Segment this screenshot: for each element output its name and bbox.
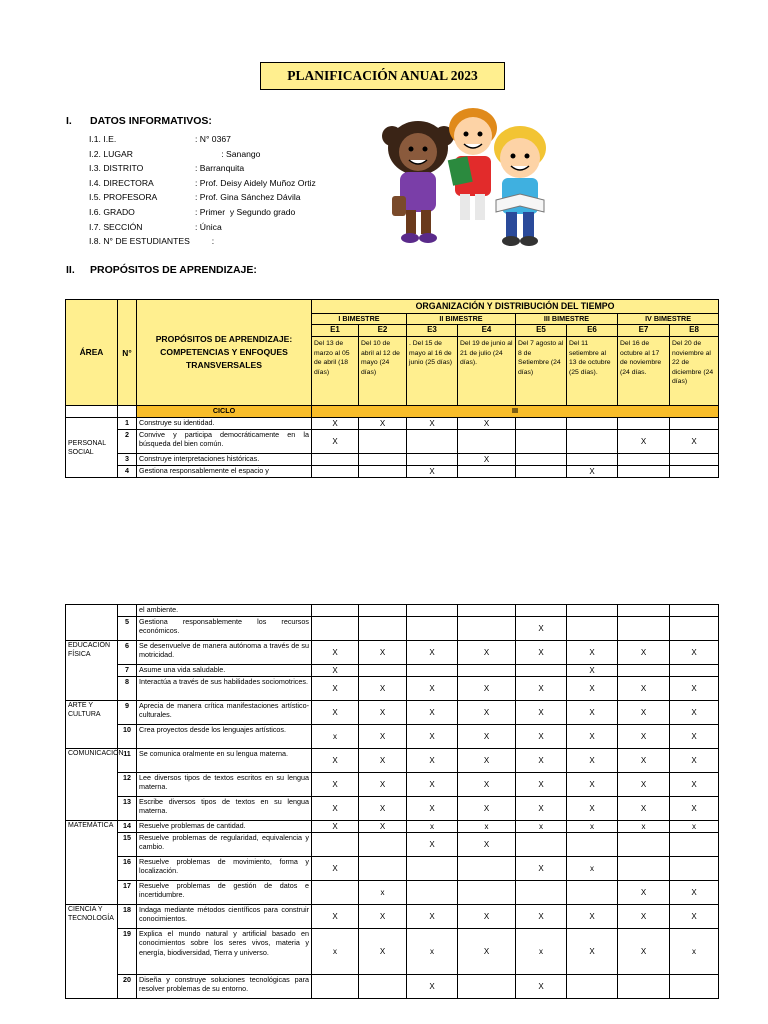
competency-row [66,418,719,430]
competency-row [66,773,719,797]
schedule-mark [618,833,670,857]
schedule-mark: X [670,797,719,821]
competency-text: Se comunica oralmente en su lengua materna. [137,749,312,773]
schedule-mark: X [359,725,407,749]
info-value: : Prof. Deisy Aidely Muñoz Ortiz [195,177,316,188]
competency-number: 11 [118,749,137,773]
schedule-mark: X [516,797,567,821]
schedule-mark [458,975,516,999]
schedule-mark: X [567,725,618,749]
competency-number: 20 [118,975,137,999]
schedule-mark: X [458,418,516,430]
competency-number [118,605,137,617]
page-title: PLANIFICACIÓN ANUAL 2023 [260,62,505,90]
schedule-mark: X [458,749,516,773]
competency-row [66,857,719,881]
competency-text: Explica el mundo natural y artificial basado en conocimientos sobre los seres vivos, materia y energía, biodiversidad, Tierra y universo. [137,929,312,975]
bimester-header: II BIMESTRE [407,314,516,325]
schedule-mark [359,617,407,641]
schedule-mark [618,605,670,617]
schedule-mark: X [618,430,670,454]
schedule-mark [359,605,407,617]
header-row [66,300,719,314]
schedule-mark: X [407,701,458,725]
competency-text: Escribe diversos tipos de textos en su lengua materna. [137,797,312,821]
schedule-mark: X [312,821,359,833]
schedule-mark [618,617,670,641]
schedule-mark [312,605,359,617]
info-label: I.6. GRADO [89,206,135,217]
competency-text: el ambiente. [137,605,312,617]
competency-text: Convive y participa democráticamente en la búsqueda del bien común. [137,430,312,454]
schedule-mark [407,857,458,881]
unit-dates: Del 11 setiembre al 13 de octubre (25 días). [567,337,618,406]
schedule-mark: X [567,466,618,478]
competency-text: Aprecia de manera crítica manifestaciones artístico-culturales. [137,701,312,725]
schedule-mark: X [618,725,670,749]
competency-number: 9 [118,701,137,725]
schedule-mark [359,833,407,857]
info-value: : Única [195,221,222,232]
schedule-mark [407,617,458,641]
schedule-mark: X [618,749,670,773]
schedule-mark: X [359,797,407,821]
area-cell: EDUCACIÓN FÍSICA [66,641,118,701]
schedule-mark [670,857,719,881]
schedule-mark: x [670,821,719,833]
schedule-mark: X [312,418,359,430]
section-number: I. [66,115,72,127]
schedule-mark: x [312,929,359,975]
unit-header: E8 [670,325,719,337]
schedule-mark [312,617,359,641]
area-cell: COMUNICACIÓN [66,749,118,821]
info-label: I.4. DIRECTORA [89,177,154,188]
competency-row [66,905,719,929]
competency-text: Construye interpretaciones históricas. [137,454,312,466]
competency-number: 4 [118,466,137,478]
competency-number: 6 [118,641,137,665]
competency-number: 2 [118,430,137,454]
schedule-mark [516,881,567,905]
schedule-mark [567,430,618,454]
empty-cell [66,406,118,418]
schedule-mark: x [407,929,458,975]
info-label: I.1. I.E. [89,134,117,144]
schedule-mark: X [458,454,516,466]
unit-header: E7 [618,325,670,337]
schedule-mark: X [670,749,719,773]
competency-row [66,881,719,905]
competency-number: 16 [118,857,137,881]
schedule-mark: X [670,725,719,749]
schedule-mark: X [516,857,567,881]
schedule-mark: X [458,833,516,857]
section-title: DATOS INFORMATIVOS: [90,115,212,127]
schedule-mark: X [458,797,516,821]
schedule-mark: X [516,905,567,929]
number-header: N° [118,300,137,406]
schedule-mark: X [618,701,670,725]
schedule-mark [567,418,618,430]
area-cell: PERSONAL SOCIAL [66,418,118,478]
bimester-header: IV BIMESTRE [618,314,719,325]
schedule-mark [312,833,359,857]
competency-number: 17 [118,881,137,905]
schedule-mark [407,881,458,905]
info-label: I.3. DISTRITO [89,163,144,174]
ciclo-value: III [312,406,719,418]
schedule-mark [516,833,567,857]
schedule-mark: X [516,725,567,749]
competency-number: 14 [118,821,137,833]
schedule-mark: X [359,641,407,665]
competency-text: Resuelve problemas de cantidad. [137,821,312,833]
competency-row [66,929,719,975]
schedule-mark: X [407,975,458,999]
schedule-mark: X [359,749,407,773]
schedule-mark: X [312,665,359,677]
schedule-mark [516,454,567,466]
schedule-mark [567,617,618,641]
schedule-mark [516,665,567,677]
schedule-mark [458,665,516,677]
schedule-mark: X [312,797,359,821]
competency-text: Gestiona responsablemente los recursos económicos. [137,617,312,641]
competency-text: Indaga mediante métodos científicos para construir conocimientos. [137,905,312,929]
schedule-mark: X [312,641,359,665]
schedule-mark: X [407,641,458,665]
schedule-mark: X [670,773,719,797]
schedule-mark: X [458,929,516,975]
unit-header: E5 [516,325,567,337]
competency-text: Gestiona responsablemente el espacio y [137,466,312,478]
schedule-mark: X [407,773,458,797]
children-illustration [378,100,558,250]
competency-row [66,725,719,749]
schedule-mark [359,430,407,454]
schedule-mark [458,857,516,881]
schedule-mark: X [516,773,567,797]
competency-text: Se desenvuelve de manera autónoma a través de su motricidad. [137,641,312,665]
schedule-mark: X [359,929,407,975]
competency-text: Crea proyectos desde los lenguajes artísticos. [137,725,312,749]
schedule-mark: X [567,677,618,701]
competency-text: Interactúa a través de sus habilidades sociomotrices. [137,677,312,701]
schedule-mark: x [567,821,618,833]
schedule-mark [618,418,670,430]
schedule-mark: X [670,430,719,454]
schedule-mark: X [618,773,670,797]
schedule-mark [567,454,618,466]
unit-dates: Del 16 de octubre al 17 de noviembre (24 días. [618,337,670,406]
competency-row [66,466,719,478]
purposes-header: PROPÓSITOS DE APRENDIZAJE: COMPETENCIAS Y ENFOQUES TRANSVERSALES [137,300,312,406]
schedule-mark: X [516,749,567,773]
info-label: I.2. LUGAR [89,148,133,159]
schedule-mark [567,975,618,999]
unit-header: E4 [458,325,516,337]
schedule-mark: X [567,797,618,821]
schedule-mark: X [407,749,458,773]
competency-number: 13 [118,797,137,821]
schedule-mark: x [407,821,458,833]
competency-text: Resuelve problemas de regularidad, equivalencia y cambio. [137,833,312,857]
bimester-header: III BIMESTRE [516,314,618,325]
schedule-mark: X [359,821,407,833]
competency-number: 10 [118,725,137,749]
schedule-mark [670,833,719,857]
schedule-mark: X [567,773,618,797]
planning-table-page-2 [65,604,719,999]
schedule-mark: X [312,701,359,725]
unit-header: E2 [359,325,407,337]
schedule-mark [670,418,719,430]
schedule-mark: X [567,749,618,773]
schedule-mark [407,454,458,466]
competency-row [66,701,719,725]
competency-number: 5 [118,617,137,641]
unit-header: E3 [407,325,458,337]
unit-dates: . Del 15 de mayo al 16 de junio (25 días) [407,337,458,406]
schedule-mark [567,605,618,617]
competency-row [66,749,719,773]
schedule-mark [458,466,516,478]
schedule-mark: X [618,797,670,821]
competency-row [66,797,719,821]
schedule-mark [670,454,719,466]
schedule-mark: X [359,905,407,929]
schedule-mark [458,881,516,905]
schedule-mark: X [567,641,618,665]
schedule-mark: X [359,418,407,430]
schedule-mark: X [458,701,516,725]
unit-dates: Del 10 de abril al 12 de mayo (24 días) [359,337,407,406]
competency-row [66,833,719,857]
empty-cell [118,406,137,418]
schedule-mark [618,665,670,677]
area-cell [66,605,118,641]
schedule-mark [359,665,407,677]
competency-text: Diseña y construye soluciones tecnológicas para resolver problemas de su entorno. [137,975,312,999]
ciclo-label: CICLO [137,406,312,418]
schedule-mark: X [312,905,359,929]
info-label: I.5. PROFESORA [89,192,158,203]
schedule-mark [458,617,516,641]
schedule-mark [407,605,458,617]
schedule-mark: x [670,929,719,975]
schedule-mark [359,466,407,478]
section-title: PROPÓSITOS DE APRENDIZAJE: [90,264,257,276]
area-cell: CIENCIA Y TECNOLOGÍA [66,905,118,999]
info-label: I.8. N° DE ESTUDIANTES [89,236,190,247]
schedule-mark: X [618,641,670,665]
schedule-mark: X [312,749,359,773]
competency-text: Construye su identidad. [137,418,312,430]
schedule-mark [458,430,516,454]
schedule-mark: X [670,881,719,905]
schedule-mark [567,881,618,905]
competency-row [66,454,719,466]
schedule-mark: X [670,701,719,725]
competency-number: 18 [118,905,137,929]
planning-table-page-1 [65,299,719,478]
area-cell: MATEMÁTICA [66,821,118,905]
schedule-mark: X [407,418,458,430]
schedule-mark: X [407,833,458,857]
competency-text: Lee diversos tipos de textos escritos en su lengua materna. [137,773,312,797]
schedule-mark: X [618,881,670,905]
area-cell: ARTE Y CULTURA [66,701,118,749]
competency-row [66,821,719,833]
schedule-mark: X [516,677,567,701]
schedule-mark [458,605,516,617]
schedule-mark: x [458,821,516,833]
area-header: ÁREA [66,300,118,406]
info-value: : [195,236,215,247]
schedule-mark: x [618,821,670,833]
competency-number: 12 [118,773,137,797]
schedule-mark [516,605,567,617]
competency-row [66,677,719,701]
competency-text: Resuelve problemas de gestión de datos e incertidumbre. [137,881,312,905]
schedule-mark: X [516,641,567,665]
schedule-mark [359,975,407,999]
info-value: : N° 0367 [195,134,231,144]
schedule-mark: X [516,975,567,999]
schedule-mark: x [359,881,407,905]
schedule-mark: X [458,773,516,797]
schedule-mark: x [516,821,567,833]
schedule-mark [312,466,359,478]
schedule-mark [516,430,567,454]
schedule-mark [670,605,719,617]
unit-header: E1 [312,325,359,337]
schedule-mark [516,418,567,430]
schedule-mark [312,454,359,466]
schedule-mark: X [407,466,458,478]
unit-dates: Del 7 agosto al 8 de Setiembre (24 días) [516,337,567,406]
schedule-mark: X [312,430,359,454]
unit-dates: Del 19 de junio al 21 de julio (24 días). [458,337,516,406]
schedule-mark [618,454,670,466]
info-value: : Sanango [195,148,261,159]
unit-dates: Del 20 de noviembre al 22 de diciembre (24 días) [670,337,719,406]
schedule-mark: x [516,929,567,975]
competency-row [66,430,719,454]
info-value: : Primer y Segundo grado [195,206,296,217]
schedule-mark: x [312,725,359,749]
schedule-mark: X [618,905,670,929]
competency-number: 3 [118,454,137,466]
schedule-mark: X [407,677,458,701]
schedule-mark: X [458,725,516,749]
schedule-mark [312,975,359,999]
schedule-mark: X [359,773,407,797]
info-value: : Barranquita [195,163,245,174]
competency-text: Asume una vida saludable. [137,665,312,677]
schedule-mark: X [567,905,618,929]
ciclo-row [66,406,719,418]
schedule-mark: X [407,797,458,821]
schedule-mark: X [359,701,407,725]
schedule-mark: x [567,857,618,881]
unit-header: E6 [567,325,618,337]
schedule-mark [516,466,567,478]
schedule-mark [359,857,407,881]
schedule-mark: X [359,677,407,701]
schedule-mark [359,454,407,466]
schedule-mark: X [458,905,516,929]
competency-row [66,617,719,641]
organization-header: ORGANIZACIÓN Y DISTRIBUCIÓN DEL TIEMPO [312,300,719,314]
schedule-mark [618,466,670,478]
schedule-mark: X [407,905,458,929]
section-number: II. [66,264,75,276]
competency-number: 15 [118,833,137,857]
schedule-mark: X [670,677,719,701]
bimester-header: I BIMESTRE [312,314,407,325]
schedule-mark: X [670,905,719,929]
schedule-mark: X [567,929,618,975]
schedule-mark: X [670,641,719,665]
schedule-mark: X [567,665,618,677]
schedule-mark [312,881,359,905]
schedule-mark: X [618,929,670,975]
competency-row [66,665,719,677]
competency-row [66,641,719,665]
competency-row [66,975,719,999]
schedule-mark [407,665,458,677]
schedule-mark: X [312,773,359,797]
schedule-mark: X [618,677,670,701]
schedule-mark [670,617,719,641]
info-label: I.7. SECCIÓN [89,221,143,232]
schedule-mark [567,833,618,857]
info-value: : Prof. Gina Sánchez Dávila [195,192,301,203]
competency-text: Resuelve problemas de movimiento, forma y localización. [137,857,312,881]
unit-dates: Del 13 de marzo al 05 de abril (18 días) [312,337,359,406]
competency-number: 7 [118,665,137,677]
schedule-mark [618,857,670,881]
competency-row [66,605,719,617]
competency-number: 8 [118,677,137,701]
schedule-mark [670,466,719,478]
schedule-mark [670,975,719,999]
competency-number: 19 [118,929,137,975]
schedule-mark: X [312,677,359,701]
schedule-mark [618,975,670,999]
schedule-mark: X [516,701,567,725]
schedule-mark: X [407,725,458,749]
schedule-mark [407,430,458,454]
schedule-mark: X [516,617,567,641]
schedule-mark: X [458,641,516,665]
schedule-mark: X [458,677,516,701]
schedule-mark [670,665,719,677]
schedule-mark: X [567,701,618,725]
competency-number: 1 [118,418,137,430]
schedule-mark: X [312,857,359,881]
